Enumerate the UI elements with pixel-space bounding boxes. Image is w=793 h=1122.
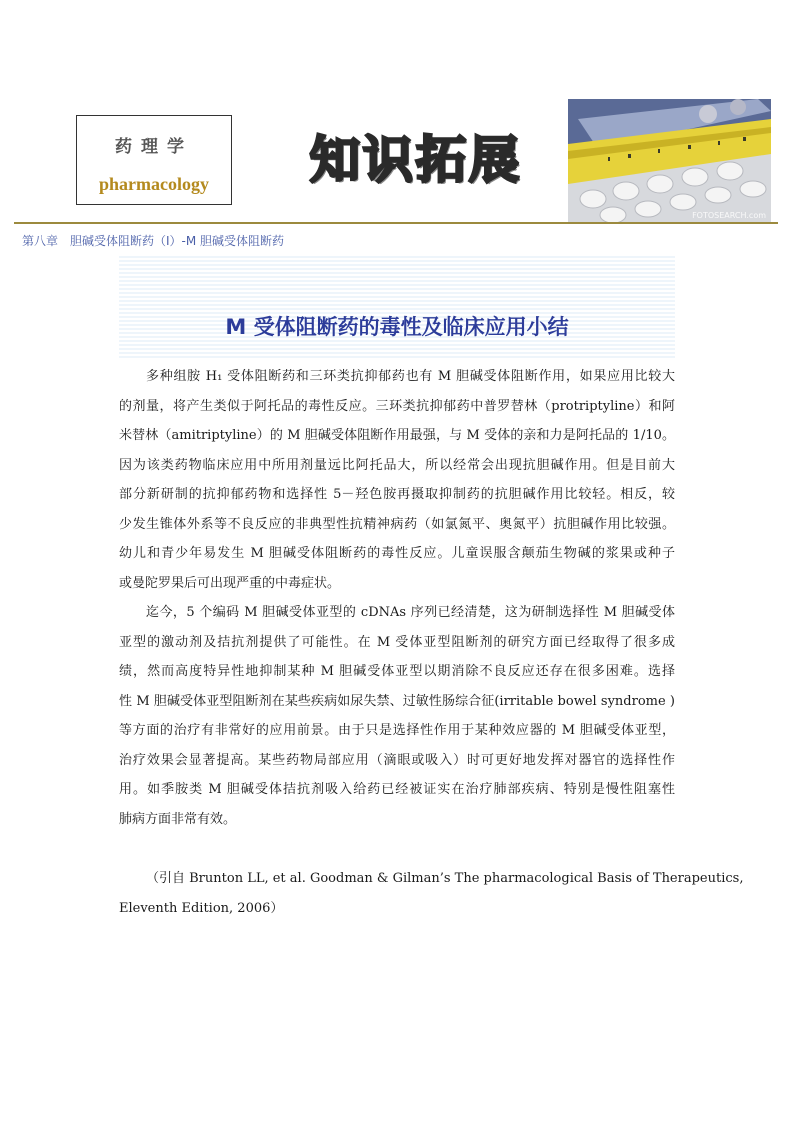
paragraph-2-line: 肺病方面非常有效。 — [119, 811, 237, 827]
header-rule — [14, 222, 778, 224]
paragraph-2-line: 迄今，5 个编码 M 胆碱受体亚型的 cDNAs 序列已经清楚，这为研制选择性 M 胆碱受体 — [146, 605, 675, 620]
chapter-heading: 第八章 胆碱受体阻断药（I）-M 胆碱受体阻断药 — [22, 234, 285, 248]
article-body — [119, 362, 744, 923]
paragraph-1-line: 幼儿和青少年易发生 M 胆碱受体阻断药的毒性反应。儿童误服含颠茄生物碱的浆果或种子 — [119, 546, 675, 561]
paragraph-1-line: 的剂量，将产生类似于阿托品的毒性反应。三环类抗抑郁药中普罗替林（protriptyline）和阿 — [119, 398, 675, 414]
logo-chinese-title: 药理学 — [115, 137, 193, 157]
paragraph-1-line: 部分新研制的抗抑郁药物和选择性 5－羟色胺再摄取抑制药的抗胆碱作用比较轻。相反，较 — [119, 487, 675, 502]
logo-english-title: pharmacology — [99, 174, 209, 194]
paragraph-2-line: 绩，然而高度特异性地抑制某种 M 胆碱受体亚型以期消除不良反应还存在很多困难。选择 — [119, 664, 675, 679]
photo-watermark: FOTOSEARCH.com — [692, 211, 766, 220]
paragraph-1-line: 因为该类药物临床应用中所用剂量远比阿托品大，所以经常会出现抗胆碱作用。但是目前大 — [119, 457, 675, 473]
paragraph-2-line: 用。如季胺类 M 胆碱受体拮抗剂吸入给药已经被证实在治疗肺部疾病、特别是慢性阻塞性 — [119, 782, 675, 797]
article-title: M 受体阻断药的毒性及临床应用小结 — [225, 315, 569, 339]
paragraph-2-line: 亚型的激动剂及拮抗剂提供了可能性。在 M 受体亚型阻断剂的研究方面已经取得了很多成 — [119, 634, 675, 650]
paragraph-2-line: 等方面的治疗有非常好的应用前景。由于只是选择性作用于某种效应器的 M 胆碱受体亚型， — [119, 723, 675, 738]
citation-line: （引自 Brunton LL, et al. Goodman & Gilman’s The pharmacological Basis of Therapeutics, — [146, 871, 744, 886]
banner-title — [310, 128, 560, 192]
paragraph-1-line: 或曼陀罗果后可出现严重的中毒症状。 — [119, 575, 341, 591]
banner-text: 知识拓展 — [310, 131, 522, 189]
paragraph-gap — [119, 834, 675, 864]
paragraph-2-line: 治疗效果会显著提高。某些药物局部应用（滴眼或吸入）时可更好地发挥对器官的选择性作 — [119, 752, 675, 768]
paragraph-1-line: 少发生锥体外系等不良反应的非典型性抗精神病药（如氯氮平、奥氮平）抗胆碱作用比较强。 — [119, 516, 675, 532]
paragraph-1-line: 多种组胺 H₁ 受体阻断药和三环类抗抑郁药也有 M 胆碱受体阻断作用，如果应用比较大 — [146, 369, 675, 384]
pills-photo-illustration — [568, 99, 771, 222]
logo-box — [76, 115, 232, 205]
paragraph-2-line: 性 M 胆碱受体亚型阻断剂在某些疾病如尿失禁、过敏性肠综合征(irritable bowel syndrome ) — [119, 693, 675, 709]
pills-photo — [568, 99, 771, 222]
citation-line: Eleventh Edition, 2006） — [119, 900, 284, 916]
title-band — [119, 256, 675, 360]
paragraph-1-line: 米替林（amitriptyline）的 M 胆碱受体阻断作用最强，与 M 受体的亲和力是阿托品的 1/10。 — [119, 428, 675, 443]
